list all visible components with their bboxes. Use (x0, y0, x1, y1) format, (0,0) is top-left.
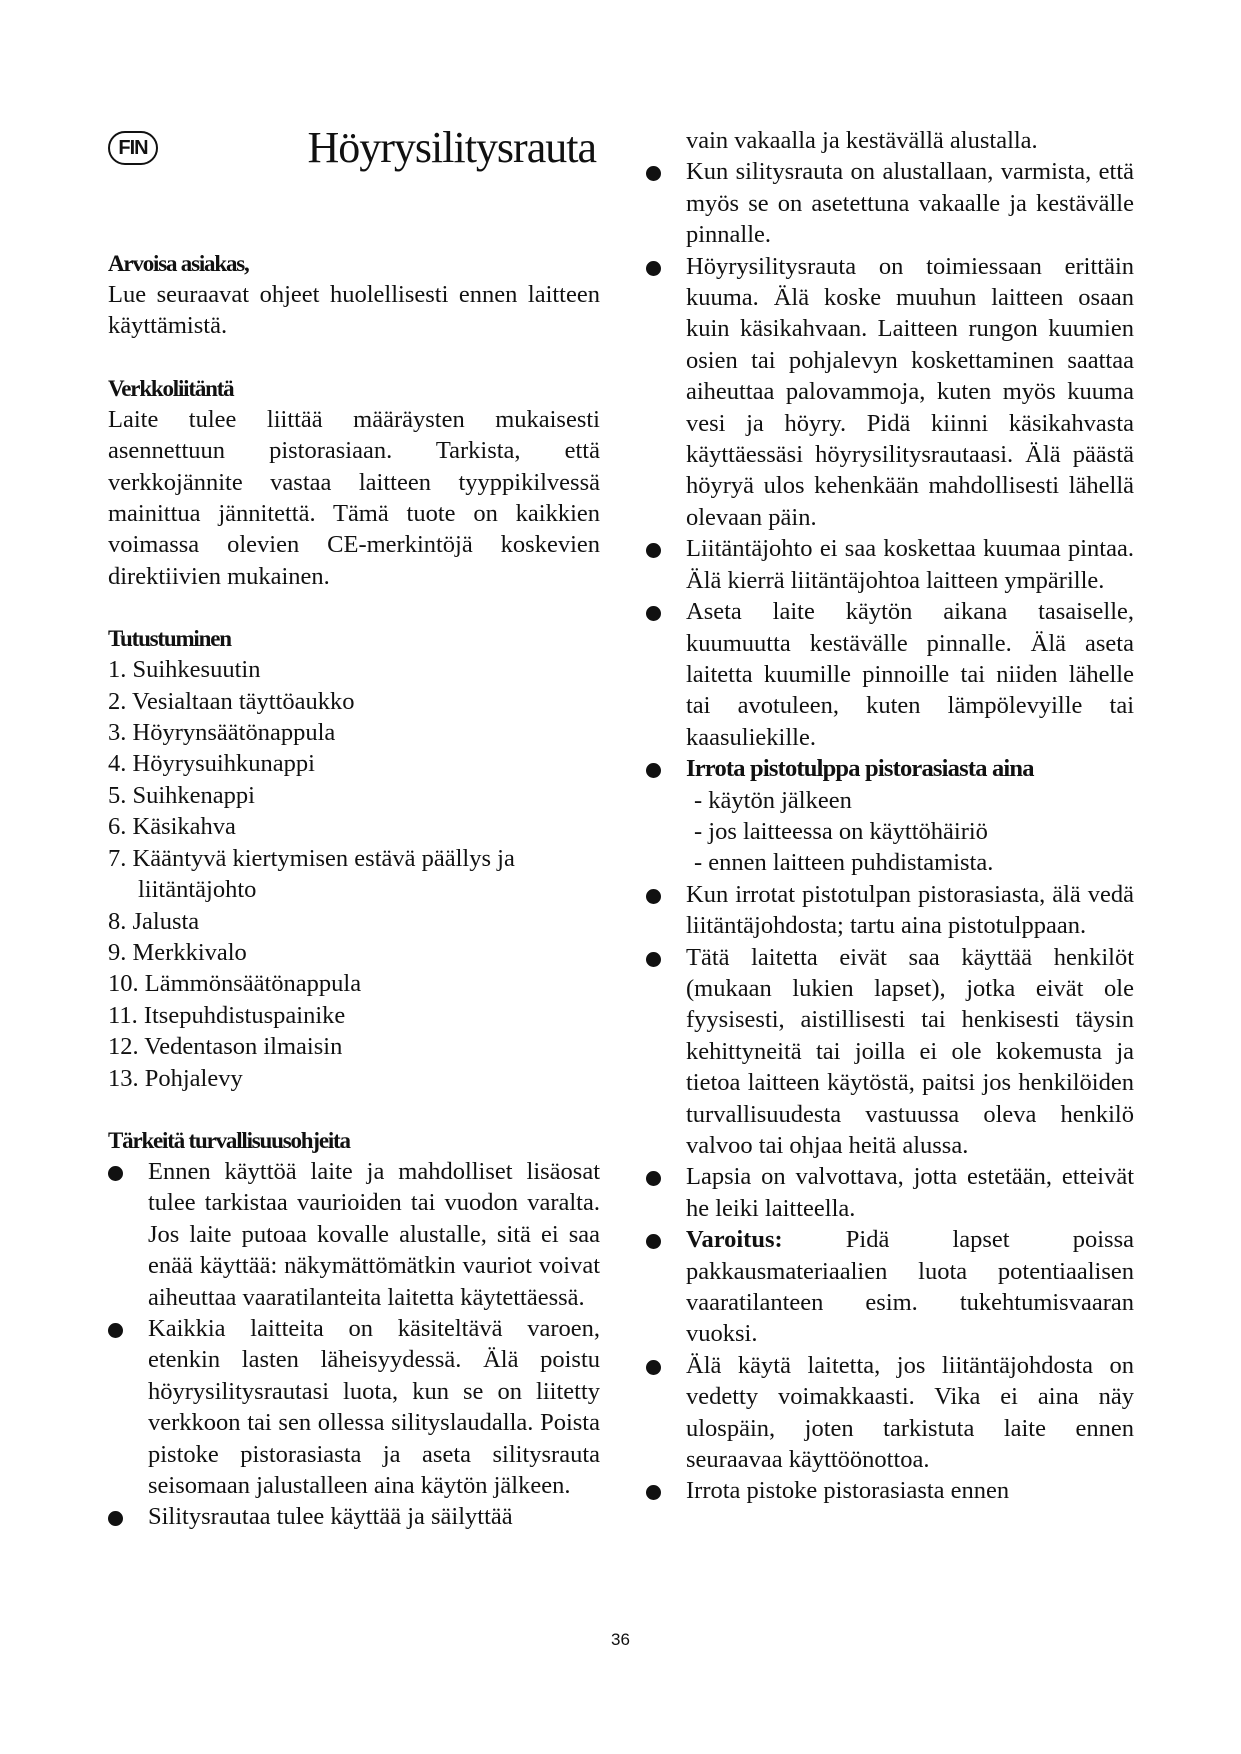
safety-item: Ennen käyttöä laite ja mahdolliset lisäosat tulee tarkistaa vaurioiden tai vuodon varalta. Jos laite putoaa kovalle alustalle, sitä ei saa enää käyttää: näkymättömätkin vauriot voivat aiheuttaa vaaratilanteita laitetta käytettäessä. (108, 1156, 600, 1313)
safety-item: Silitysrautaa tulee käyttää ja säilyttää (108, 1501, 600, 1532)
parts-list-item: 5. Suihkenappi (108, 781, 255, 809)
safety-continuation: vain vakaalla ja kestävällä alustalla. (686, 127, 1038, 154)
bullet-dot-icon (646, 543, 661, 558)
bullet-dot-icon (646, 261, 661, 276)
right-column (646, 125, 1134, 1507)
safety-item: Aseta laite käytön aikana tasaiselle, kuumuutta kestävälle pinnalle. Älä aseta laitetta kuumille pinnoille tai niiden lähelle tai avotuleen, kuten lämpölevyille tai kaasuliekille. (646, 596, 1134, 753)
mains-heading: Verkkoliitäntä (108, 375, 234, 401)
bullet-dot-icon (108, 1166, 123, 1181)
parts-list-item: 8. Jalusta (108, 907, 200, 935)
parts-list (108, 654, 600, 1094)
parts-list-item: 3. Höyrynsäätönappula (108, 719, 336, 747)
safety-item: Liitäntäjohto ei saa koskettaa kuumaa pintaa. Älä kierrä liitäntäjohtoa laitteen ympärille. (646, 533, 1134, 596)
safety-item: Kaikkia laitteita on käsiteltävä varoen, etenkin lasten läheisyydessä. Älä poistu höyrysilitysrautasi luota, kun se on liitetty verkkoon tai sen ollessa silityslaudalla. Poista pistoke pistorasiasta ja aseta silitysrauta seisomaan jalustalleen aina käytön jälkeen. (108, 1313, 600, 1501)
page-number: 36 (611, 1630, 630, 1649)
safety-item: Lapsia on valvottava, jotta estetään, etteivät he leiki laitteella. (646, 1161, 1134, 1224)
parts-list-item: 11. Itsepuhdistuspainike (108, 1001, 346, 1029)
safety-item: Höyrysilitysrauta on toimiessaan erittäin kuuma. Älä koske muuhun laitteen osaan kuin käsikahvaan. Laitteen rungon kuumien osien tai pohjalevyn koskettaminen saattaa aiheuttaa palovammoja, kuten myös kuuma vesi ja höyry. Pidä kiinni käsikahvasta käyttäessäsi höyrysilitysrautaasi. Älä päästä höyryä ulos kehenkään mahdollisesti lähellä olevaan päin. (646, 251, 1134, 534)
bullet-dot-icon (646, 166, 661, 181)
bullet-dot-icon (646, 763, 661, 778)
safety-item: Kun silitysrauta on alustallaan, varmista, että myös se on asetettuna vakaalle ja kestävälle pinnalle. (646, 156, 1134, 250)
safety-list-left (108, 1156, 600, 1533)
warning-label: Varoitus: (686, 1226, 783, 1254)
bullet-dot-icon (646, 1360, 661, 1375)
unplug-sublist (686, 785, 1134, 879)
bullet-dot-icon (646, 1485, 661, 1500)
parts-list-item: 12. Vedentason ilmaisin (108, 1033, 343, 1061)
safety-list-right (646, 156, 1134, 1506)
parts-list-item: 6. Käsikahva (108, 813, 236, 841)
unplug-heading: Irrota pistotulppa pistorasiasta aina (686, 755, 1034, 783)
safety-item: Irrota pistoke pistorasiasta ennen (646, 1475, 1134, 1506)
parts-list-item: 9. Merkkivalo (108, 938, 247, 966)
parts-list-item: 1. Suihkesuutin (108, 656, 261, 684)
unplug-item (646, 753, 1134, 879)
greeting-heading: Arvoisa asiakas, (108, 251, 249, 276)
safety-heading: Tärkeitä turvallisuusohjeita (108, 1127, 350, 1153)
warning-text: Pidä lapset poissa pakkausmateriaalien luota potentiaalisen vaaratilanteen esim. tukehtumisvaaran vuoksi. (686, 1226, 1134, 1348)
unplug-subitem: - ennen laitteen puhdistamista. (694, 849, 994, 877)
parts-heading: Tutustuminen (108, 626, 231, 652)
bullet-dot-icon (646, 952, 661, 967)
page-title: Höyrysilitysrauta (307, 123, 596, 172)
bullet-dot-icon (646, 1171, 661, 1186)
bullet-dot-icon (108, 1323, 123, 1338)
unplug-subitem: - käytön jälkeen (694, 786, 852, 814)
bullet-dot-icon (646, 889, 661, 904)
mains-text: Laite tulee liittää määräysten mukaisesti asennettuun pistorasiaan. Tarkista, että verkkojännite vastaa laitteen tyyppikilvessä mainittua jännitettä. Tämä tuote on kaikkien voimassa olevien CE-merkintöjä koskevien direktiivien mukainen. (108, 405, 600, 590)
parts-list-item: 10. Lämmönsäätönappula (108, 970, 362, 998)
bullet-dot-icon (108, 1511, 123, 1526)
left-column (108, 248, 600, 1533)
unplug-subitem: - jos laitteessa on käyttöhäiriö (694, 817, 988, 845)
intro-text: Lue seuraavat ohjeet huolellisesti ennen laitteen käyttämistä. (108, 281, 600, 340)
parts-list-item: 4. Höyrysuihkunappi (108, 750, 315, 778)
language-badge: FIN (108, 131, 158, 165)
safety-item: Älä käytä laitetta, jos liitäntäjohdosta on vedetty voimakkaasti. Vika ei aina näy ulospäin, joten tarkistuta laite ennen seuraavaa käyttöönottoa. (646, 1350, 1134, 1476)
warning-item (646, 1224, 1134, 1350)
safety-item: Tätä laitetta eivät saa käyttää henkilöt (mukaan lukien lapset), jotka eivät ole fyysisesti, aistillisesti tai henkisesti täysin kehittyneitä tai joilla ei ole kokemusta ja tietoa laitteen käytöstä, paitsi jos henkilöiden turvallisuudesta vastuussa oleva henkilö valvoo tai ohjaa heitä alussa. (646, 942, 1134, 1162)
safety-item: Kun irrotat pistotulpan pistorasiasta, älä vedä liitäntäjohdosta; tartu aina pistotulppaan. (646, 879, 1134, 942)
bullet-dot-icon (646, 606, 661, 621)
parts-list-item: 13. Pohjalevy (108, 1064, 243, 1092)
parts-list-item: 7. Kääntyvä kiertymisen estävä päällys ja liitäntäjohto (108, 844, 515, 904)
bullet-dot-icon (646, 1234, 661, 1249)
parts-list-item: 2. Vesialtaan täyttöaukko (108, 687, 355, 715)
